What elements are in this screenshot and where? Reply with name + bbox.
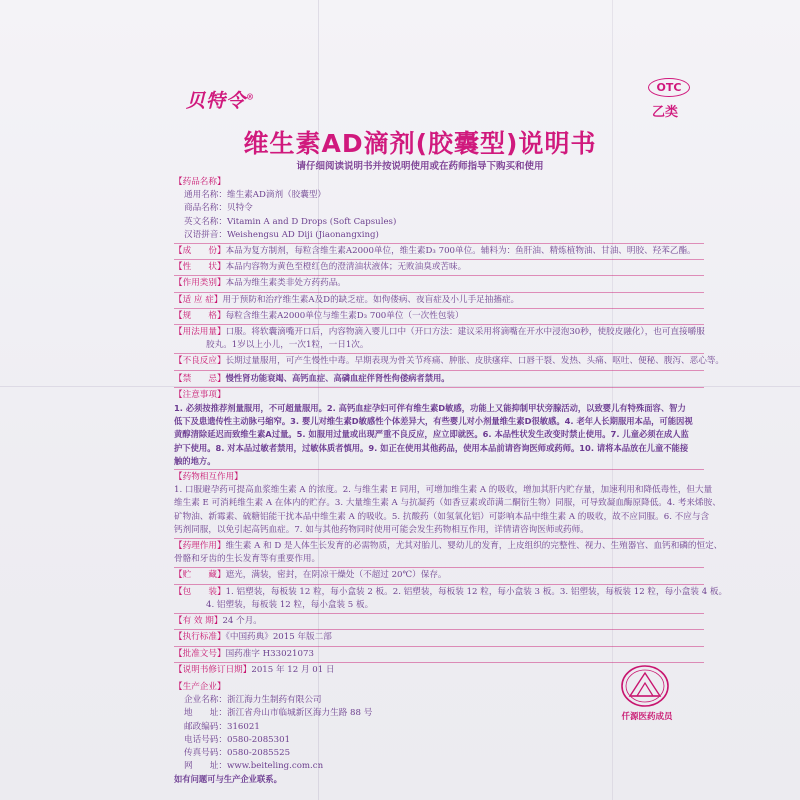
notes-line: 触的地方。 — [174, 455, 216, 466]
section-text: 国药准字 H33021073 — [225, 648, 314, 659]
document-title: 维生素AD滴剂(胶囊型)说明书 — [243, 129, 597, 158]
divider — [174, 370, 704, 371]
divider — [174, 567, 704, 568]
interactions-line: 矿物油、新霉素、硫糖铝能干扰本品中维生素 A 的吸收。5. 抗酸药（如氢氧化铝）可影响本品中维生素 A 的吸收，故不应同服。6. 不应与含 — [174, 511, 710, 522]
section-approval — [174, 648, 704, 661]
section-spec — [174, 310, 704, 323]
interactions-line: 1. 口服避孕药可提高血浆维生素 A 的浓度。2. 与维生素 E 同用，可增加维生素 A 的吸收，增加其肝内贮存量，加速利用和降低毒性，但大量 — [174, 485, 713, 496]
section-header: 【不良反应】 — [174, 356, 226, 367]
notes-line: 护下使用。8. 对本品过敏者禁用，过敏体质者慎用。9. 如正在使用其他药品，使用本品前请咨询医师或药师。10. 请将本品放在儿童不能接 — [174, 442, 689, 453]
pinyin-row — [174, 229, 704, 242]
section-drug-name — [174, 176, 704, 189]
postcode-row — [174, 721, 704, 734]
divider — [174, 292, 704, 293]
section-indication — [174, 294, 704, 307]
divider — [174, 584, 704, 585]
field-value: 维生素AD滴剂（胶囊型） — [226, 190, 327, 201]
divider — [174, 324, 704, 325]
section-composition — [174, 245, 704, 258]
section-text: 《中国药典》2015 年版二部 — [225, 632, 332, 643]
section-contraindication — [174, 372, 704, 386]
section-header: 【说明书修订日期】 — [174, 664, 252, 675]
registered-mark: ® — [246, 91, 256, 102]
divider — [174, 387, 704, 388]
brand-logo-text: 贝特令 — [186, 90, 247, 112]
brand-logo — [186, 86, 255, 113]
section-text: 2015 年 12 月 01 日 — [251, 664, 335, 675]
section-header: 【禁 忌】 — [174, 373, 226, 384]
field-value: 0580-2085301 — [226, 734, 291, 745]
divider — [174, 308, 704, 309]
section-text: 长期过量服用，可产生慢性中毒。早期表现为骨关节疼痛、肿胀、皮肤瘙痒、口唇干裂、发热、头痛、呕吐、便秘、腹泻、恶心等。 — [225, 356, 725, 367]
field-value: www.beiteling.com.cn — [226, 761, 324, 772]
section-text: 24 个月。 — [222, 616, 262, 627]
field-label: 网 址： — [184, 761, 227, 772]
section-header: 【适 应 症】 — [174, 294, 223, 305]
section-header: 【性 状】 — [174, 262, 226, 273]
section-header: 【药理作用】 — [174, 541, 226, 552]
section-text: 1. 铝塑装，每板装 12 粒，每小盒装 2 板。2. 铝塑装，每板装 12 粒，每小盒装 3 板。3. 铝塑装，每板装 12 粒，每小盒装 4 板。 — [225, 586, 728, 597]
fax-row — [174, 747, 704, 760]
website-row — [174, 760, 704, 773]
field-value: 浙江省舟山市临城新区海力生路 88 号 — [226, 708, 373, 719]
divider — [174, 538, 704, 539]
divider — [174, 613, 704, 614]
notes-line: 1. 必须按推荐剂量服用，不可超量服用。2. 高钙血症孕妇可伴有维生素D敏感，功能上又能抑制甲状旁腺活动，以致婴儿有特殊面容、智力 — [174, 403, 686, 414]
field-value: 0580-2085525 — [226, 747, 291, 758]
seal-caption: 仟源医药成员 — [621, 712, 673, 722]
section-header: 【执行标准】 — [174, 632, 226, 643]
divider — [174, 275, 704, 276]
section-standard — [174, 631, 704, 644]
document-subtitle: 请仔细阅读说明书并按说明使用或在药师指导下购买和使用 — [296, 161, 544, 172]
section-text: 每粒含维生素A2000单位与维生素D₃ 700单位（一次性包装） — [225, 310, 464, 321]
section-header: 【作用类别】 — [174, 278, 226, 289]
section-text: 本品内容物为黄色至橙红色的澄清油状液体；无败油臭或苦味。 — [225, 262, 467, 273]
section-header: 【包 装】 — [174, 586, 226, 597]
section-header: 【药品名称】 — [174, 177, 226, 187]
divider — [174, 259, 704, 260]
section-text: 维生素 A 和 D 是人体生长发育的必需物质，尤其对胎儿、婴幼儿的发育，上皮组织的完整性、视力、生殖器官、血钙和磷的恒定、 — [225, 541, 723, 552]
company-seal-icon — [620, 664, 670, 708]
interactions-line: 维生素 E 可消耗维生素 A 在体内的贮存。3. 大量维生素 A 与抗凝药（如香豆素或茚满二酮衍生物）同服，可导致凝血酶原降低。4. 考来烯胺、 — [174, 498, 721, 509]
divider — [174, 469, 704, 470]
section-header: 【贮 藏】 — [174, 570, 226, 581]
field-value: 316021 — [226, 721, 260, 732]
divider — [174, 646, 704, 647]
section-adverse — [174, 355, 725, 368]
section-appearance — [174, 261, 704, 274]
notes-line: 黄醇清除延迟而致维生素A过量。5. 如服用过量或出现严重不良反应，应立即就医。6. 本品性状发生改变时禁止使用。7. 儿童必须在成人监 — [174, 429, 689, 440]
field-label: 地 址： — [184, 708, 227, 719]
section-text: 遮光，满装，密封，在阴凉干燥处（不超过 20℃）保存。 — [225, 570, 447, 581]
phone-row — [174, 734, 704, 747]
trade-name-row — [174, 202, 704, 215]
field-label: 英文名称： — [184, 216, 227, 227]
notes-line: 低下及患遗传性主动脉弓缩窄。3. 婴儿对维生素D敏感性个体差异大，有些婴儿对小剂量维生素D很敏感。4. 老年人长期服用本品，可能因视 — [174, 416, 693, 427]
divider — [174, 243, 704, 244]
section-header: 【药物相互作用】 — [174, 472, 243, 483]
section-validity — [174, 615, 704, 628]
section-usage — [174, 326, 704, 339]
english-name-row — [174, 216, 704, 229]
section-header: 【成 份】 — [174, 246, 226, 257]
field-label: 企业名称： — [184, 695, 227, 706]
field-label: 通用名称： — [184, 190, 227, 201]
interactions-line: 钙剂同服，以免引起高钙血症。7. 如与其他药物同时使用可能会发生药物相互作用，详情请咨询医师或药师。 — [174, 524, 589, 535]
section-text: 本品为维生素类非处方药药品。 — [225, 278, 346, 289]
field-value: 浙江海力生制药有限公司 — [226, 695, 322, 706]
section-header: 【注意事项】 — [174, 389, 226, 400]
field-label: 传真号码： — [184, 747, 227, 758]
otc-badge: OTC — [648, 78, 690, 97]
section-text: 慢性肾功能衰竭、高钙血症、高磷血症伴肾性佝偻病者禁用。 — [225, 372, 450, 383]
section-usage-cont — [174, 339, 704, 352]
section-package — [174, 586, 728, 599]
section-interactions — [174, 471, 704, 484]
section-header: 【批准文号】 — [174, 648, 226, 659]
contact-note: 如有问题可与生产企业联系。 — [174, 774, 282, 785]
section-header: 【规 格】 — [174, 310, 226, 321]
divider — [174, 662, 704, 663]
section-text: 用于预防和治疗维生素A及D的缺乏症。如佝偻病、夜盲症及小儿手足抽搐症。 — [222, 294, 520, 305]
field-label: 邮政编码： — [184, 721, 227, 732]
divider — [174, 629, 704, 630]
package-cont: 4. 铝塑装，每板装 12 粒，每小盒装 5 板。 — [206, 599, 374, 610]
section-category — [174, 277, 704, 290]
section-text: 胶丸。1岁以上小儿，一次1粒，一日1次。 — [206, 340, 369, 351]
common-name-row — [174, 189, 704, 202]
field-value: Vitamin A and D Drops (Soft Capsules) — [226, 216, 397, 227]
field-label: 商品名称： — [184, 203, 227, 214]
otc-grade-label: 乙类 — [652, 105, 679, 120]
section-header: 【有 效 期】 — [174, 616, 223, 627]
field-value: Weishengsu AD Diji (Jiaonangxing) — [226, 229, 379, 240]
section-text: 本品为复方制剂，每粒含维生素A2000单位，维生素D₃ 700单位。辅料为：鱼肝油、精炼植物油、甘油、明胶、羟苯乙酯。 — [225, 246, 696, 257]
section-notes — [174, 389, 704, 402]
pharmacology-cont: 骨骼和牙齿的生长发育等有重要作用。 — [174, 554, 321, 565]
field-value: 贝特令 — [226, 203, 253, 214]
section-pharmacology — [174, 540, 723, 553]
section-text: 口服。将软囊滴嘴开口后，内容物滴入婴儿口中（开口方法：建议采用将滴嘴在开水中浸泡30秒，使胶皮融化），也可直接嚼服 — [225, 327, 705, 338]
field-label: 汉语拼音： — [184, 229, 227, 240]
section-header: 【用法用量】 — [174, 327, 226, 338]
section-storage — [174, 569, 704, 582]
divider — [174, 353, 704, 354]
section-header: 【生产企业】 — [174, 681, 226, 692]
field-label: 电话号码： — [184, 734, 227, 745]
